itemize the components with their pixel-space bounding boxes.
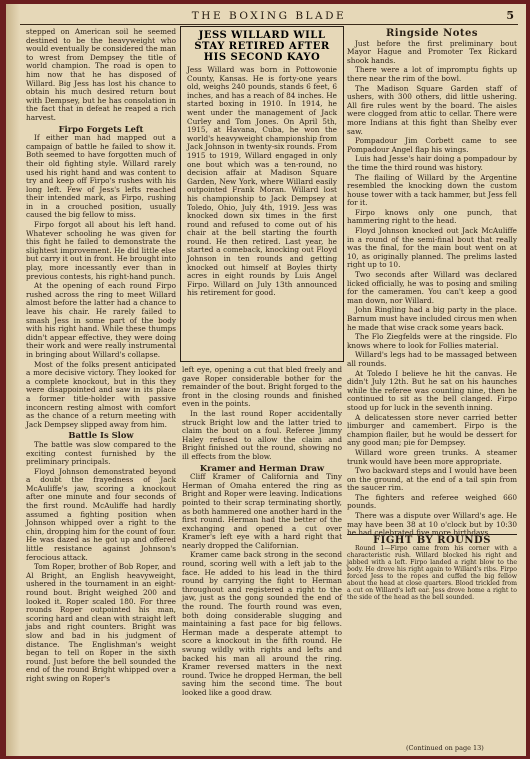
box-headline: JESS WILLARD WILL STAY RETIRED AFTER HIS SECOND KAYO <box>194 30 330 63</box>
paragraph: The Madison Square Garden staff of ushers, with 300 others, did little ushering. All fire rules went by the board. The aisles were clogged from attic to cellar. There were more Indians at this fight than Shelby ever saw. <box>347 83 517 136</box>
page-binding <box>6 4 20 756</box>
publication-title: THE BOXING BLADE <box>191 10 347 22</box>
paragraph: Floyd Johnson demonstrated beyond a doubt the frayedness of Jack McAuliffe's jaw, scoring a knockout after one minute and four seconds of the first round. McAuliffe had hardly assumed a fighting position when Johnson whipped over a right to the chin, dropping him for the count of four. He was dazed as he got up and offered little resistance against Johnson's ferocious attack. <box>26 466 176 562</box>
paragraph: The fighters and referee weighed 660 pounds. <box>347 492 517 511</box>
paragraph: Two seconds after Willard was declared licked officially, he was to posing and smiling for the cameramen. You can't keep a good man down, nor Willard. <box>347 270 517 305</box>
fight-by-rounds-heading: FIGHT BY ROUNDS <box>347 534 517 544</box>
paragraph: The Flo Ziegfelds were at the ringside. Flo knows where to look for Follies material. <box>347 332 517 350</box>
page-header <box>20 4 518 25</box>
column-2 <box>182 366 342 754</box>
paragraph: Firpo forgot all about his left hand. Whatever schooling he was given for this fight he failed to demonstrate the slightest improvement. He did little else but carry it out in front. He brought into play, more incessantly ever than in previous contests, his right-hand punch. <box>26 220 176 281</box>
box-body: Jess Willard was born in Pottowonie County, Kansas. He is forty-one years old, weighs 240 pounds, stands 6 feet, 6 inches, and has a reach of 84 inches. He started boxing in 1910. In 1914, he went under the management of Jack Curley and Tom Jones. On April 5th, 1915, at Havana, Cuba, he won the world's heavyweight championship from Jack Johnson in twenty-six rounds. From 1915 to 1919, Willard engaged in only one bout which was a ten-round, no decision affair at Madison Square Garden, New York, where Willard easily outpointed Frank Moran. Willard lost his championship to Jack Dempsey at Toledo, Ohio, July 4th, 1919. Jess was knocked down six times in the first round and refused to come out of his chair at the bell starting the fourth round. He then retired. Last year, he started a comeback, knocking out Floyd Johnson in ten rounds and getting knocked out himself at Boyles thirty acres in eight rounds by Luis Angel Firpo. Willard on July 13th announced his retirement for good. <box>187 65 337 298</box>
paragraph: Cliff Kramer of California and Tiny Herman of Omaha entered the ring as Bright and Roper were leaving. Indications pointed to their scrap terminating shortly, as both hammered one another hard in the first round. Herman had the better of the exchanging and opened a cut over Kramer's left eye with a hard right that nearly dropped the Californian. <box>182 472 342 550</box>
subhead: Battle Is Slow <box>68 430 134 441</box>
paragraph: There were a lot of impromptu fights up there near the rim of the bowl. <box>347 65 517 83</box>
paragraph: Round 1—Firpo came from his corner with a characteristic rush. Willard blocked his right and jabbed with a left. Firpo landed a right blow to the body. He drove his right again to Willard's ribs. Firpo forced Jess to the ropes and cuffed the big fellow about the head at close quarters. Blood trickled from a cut on Willard's left ear. Jess drove home a right to the side of the head as the bell sounded. <box>347 545 517 601</box>
page-number: 5 <box>506 9 514 22</box>
paragraph: At the opening of each round Firpo rushed across the ring to meet Willard almost before the latter had a chance to leave his chair. He rarely failed to smash Jess in some part of the body with his right hand. While these thumps didn't appear effective, they were doing their work and were really instrumental in bringing about Willard's collapse. <box>26 281 176 359</box>
paragraph: Tom Roper, brother of Bob Roper, and Al Bright, an English heavyweight, ushered in the tournament in an eight-round bout. Bright weighed 200 and looked it. Roper scaled 180. For three rounds Roper outpointed his man, scoring hard and clean with straight left jabs and right counters. Bright was slow and bad in his judgment of distance. The Englishman's weight began to tell on Roper in the sixth round. Just before the bell sounded the end of the round Bright whipped over a right swing on Roper's <box>26 562 176 683</box>
paragraph: A delicatessen store never carried better limburger and camembert. Firpo is the champion flailer, but he would be dessert for any good man; pie for Dempsey. <box>347 412 517 448</box>
paragraph: There was a dispute over Willard's age. He may have been 38 at 10 o'clock but by 10:30 he had celebrated five more birthdays. <box>347 511 517 538</box>
paragraph: Luis had Jesse's hair doing a pompadour by the time the third round was history. <box>347 154 517 172</box>
paragraph: The battle was slow compared to the exciting contest furnished by the preliminary principals. <box>26 439 176 467</box>
continued-note: (Continued on page 13) <box>406 744 484 752</box>
paragraph: At Toledo I believe he hit the canvas. He didn't July 12th. But he sat on his haunches while the referee was counting nine, then he continued to sit as the bell clanged. Firpo stood up for luck in the seventh inning. <box>347 368 517 412</box>
magazine-page <box>6 4 526 756</box>
paragraph: Floyd Johnson knocked out Jack McAuliffe in a round of the semi-final bout that really was the final, for the main bout went on at 10, as originally planned. The prelims lasted right up to 10. <box>347 226 517 270</box>
column-3 <box>347 28 517 538</box>
paragraph: left eye, opening a cut that bled freely and gave Roper considerable bother for the remainder of the bout. Bright forged to the front in the closing rounds and finished even in the points. <box>182 365 342 409</box>
paragraph: The flailing of Willard by the Argentine resembled the knocking down the custom house tower with a tack hammer, but Jess fell for it. <box>347 172 517 208</box>
sidebar-box <box>180 26 344 362</box>
column-1 <box>26 28 176 750</box>
paragraph: Two backward steps and I would have been on the ground, at the end of a tail spin from the saucer rim. <box>347 466 517 493</box>
fight-by-rounds-section <box>347 532 517 732</box>
paragraph: Willard's legs had to be massaged between all rounds. <box>347 350 517 368</box>
paragraph: Kramer came back strong in the second round, scoring well with a left jab to the face. He added to his lead in the third round by carrying the fight to Herman throughout and registered a right to the jaw, just as the gong sounded the end of the round. The fourth round was even, both doing considerable slugging and maintaining a fast pace for big fellows. Herman made a desperate attempt to score a knockout in the fifth round. He swung wildly with rights and lefts and backed his man all around the ring. Kramer reversed matters in the next round. Twice he dropped Herman, the bell saving him the second time. The bout looked like a good draw. <box>182 550 342 697</box>
paragraph: John Ringling had a big party in the place. Barnum must have included circus men when he made that wise crack some years back. <box>347 305 517 332</box>
subhead: Kramer and Herman Draw <box>199 462 325 473</box>
subhead: Firpo Forgets Left <box>58 123 144 134</box>
paragraph: Pompadour Jim Corbett came to see Pompadour Angel flap his wings. <box>347 136 517 154</box>
paragraph: Most of the folks present anticipated a more decisive victory. They looked for a complete knockout, but in this they were disappointed and saw in its place a former title-holder with passive inconcern resting almost with comfort as the chance of a return meeting with Jack Dempsey slipped away from him. <box>26 359 176 429</box>
paragraph: stepped on American soil he seemed destined to be the heavyweight who would eventually be considered the man to wrest from Dempsey the title of world champion. The road is open to him now that he has disposed of Willard. Big Jess has lost his chance to obtain his much desired return bout with Dempsey, but he has consolation in the fact that in defeat he reaped a rich harvest. <box>26 27 176 122</box>
ringside-notes-heading: Ringside Notes <box>385 28 479 39</box>
paragraph: Firpo knows only one punch, that hammering right to the head. <box>347 207 517 226</box>
paragraph: In the last round Roper accidentally struck Bright low and the latter tried to claim the bout on a foul. Referee Jimmy Haley refused to allow the claim and Bright finished out the round, showing no ill effects from the blow. <box>182 408 342 461</box>
paragraph: Just before the first preliminary bout Mayor Hague and Promoter Tex Rickard shook hands. <box>347 38 517 65</box>
paragraph: If either man had mapped out a campaign of battle he failed to show it. Both seemed to have forgotten much of their old fighting style. Willard rarely used his right hand and was content to try and keep off Firpo's rushes with his long left. Few of Jess's lefts reached their intended mark, as Firpo, rushing in in a crouched position, usually caused the big fellow to miss. <box>26 133 176 220</box>
paragraph: Willard wore green trunks. A steamer trunk would have been more appropriate. <box>347 447 517 466</box>
